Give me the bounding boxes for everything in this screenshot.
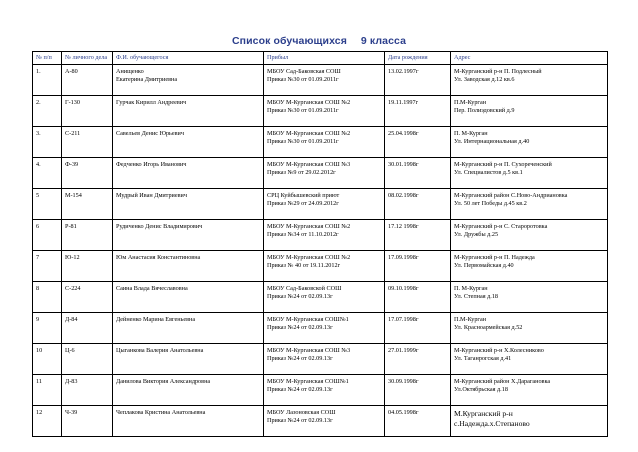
cell-address xyxy=(451,406,608,437)
cell-dob: 08.02.1998г xyxy=(385,189,451,220)
cell-address-line: Ул. Специалистов д.5 кв.1 xyxy=(454,169,523,177)
table-row xyxy=(33,375,608,406)
cell-name-line: Дейненко Марина Евгеньевна xyxy=(116,316,196,323)
cell-arrived xyxy=(264,96,385,127)
cell-arrived-line: Приказ №24 от 02.09.13г xyxy=(267,386,333,394)
cell-address-line: М.Курганский р-н xyxy=(454,409,513,418)
cell-arrived-line: МБОУ М-Курганская СОШ №3 xyxy=(267,347,351,354)
cell-file: Р-81 xyxy=(62,220,113,251)
cell-name xyxy=(113,282,264,313)
table-header-row xyxy=(33,52,608,65)
cell-arrived-line: Приказ №24 от 02.09.13г xyxy=(267,293,333,301)
cell-dob: 17.09.1998г xyxy=(385,251,451,282)
header-arrived: Прибыл xyxy=(264,52,385,65)
cell-arrived xyxy=(264,406,385,437)
cell-name-line: Федченко Игорь Иванович xyxy=(116,161,187,168)
cell-name-line: Саина Влада Вячеславовна xyxy=(116,285,188,292)
header-name: Ф.И. обучающегося xyxy=(113,52,264,65)
cell-address-line: М-Курганский р-н Х.Колесниково xyxy=(454,347,544,354)
cell-file: Ю-12 xyxy=(62,251,113,282)
cell-num: 12 xyxy=(33,406,62,437)
cell-num: 6 xyxy=(33,220,62,251)
cell-arrived-line: МБОУ М-Курганская СОШ№1 xyxy=(267,316,349,323)
cell-name xyxy=(113,406,264,437)
header-dob: Дата рождения xyxy=(385,52,451,65)
students-table xyxy=(32,51,608,437)
cell-file: Г-130 xyxy=(62,96,113,127)
header-num: № п/п xyxy=(33,52,62,65)
cell-num: 11 xyxy=(33,375,62,406)
cell-name-line: Мудрый Иван Дмитриевич xyxy=(116,192,187,199)
cell-address-line: М-Курганский район С.Ново-Андриановка xyxy=(454,192,568,199)
cell-address-line: М-Курганский р-н П. Сухореченский xyxy=(454,161,552,168)
table-row xyxy=(33,282,608,313)
cell-file: С-211 xyxy=(62,127,113,158)
cell-address-line: Ул. Степная д.18 xyxy=(454,293,499,301)
cell-address-line: Ул.Октябрьская д.18 xyxy=(454,386,508,394)
cell-num: 8 xyxy=(33,282,62,313)
cell-address-line: П.М-Курган xyxy=(454,316,487,323)
cell-arrived-line: Приказ №29 от 24.09.2012г xyxy=(267,200,339,208)
cell-arrived-line: Приказ №24 от 02.09.13г xyxy=(267,417,333,425)
cell-arrived-line: МБОУ М-Курганская СОШ №2 xyxy=(267,130,351,137)
cell-num: 2. xyxy=(33,96,62,127)
cell-name-line: Екатерина Дмитриевна xyxy=(116,76,178,84)
cell-address-line: Ул. Дружбы д.25 xyxy=(454,231,499,239)
cell-num: 1. xyxy=(33,65,62,96)
cell-num: 4. xyxy=(33,158,62,189)
cell-arrived-line: МБОУ Сад-Баковская СОШ xyxy=(267,68,341,75)
cell-file: Д-83 xyxy=(62,375,113,406)
table-row xyxy=(33,313,608,344)
table-row xyxy=(33,344,608,375)
header-address: Адрес xyxy=(451,52,608,65)
title-main: Список обучающихся xyxy=(231,35,347,47)
cell-dob: 09.10.1998г xyxy=(385,282,451,313)
cell-address-line: Ул. Таганрогская д.41 xyxy=(454,355,512,363)
cell-file: Д-84 xyxy=(62,313,113,344)
cell-name xyxy=(113,251,264,282)
table-row xyxy=(33,127,608,158)
cell-arrived-line: Приказ №34 от 11.10.2012г xyxy=(267,231,339,239)
cell-address-line: Ул. Заводская д.12 кв.6 xyxy=(454,76,515,84)
cell-arrived xyxy=(264,65,385,96)
cell-num: 10 xyxy=(33,344,62,375)
cell-address xyxy=(451,344,608,375)
table-row xyxy=(33,65,608,96)
cell-dob: 13.02.1997г xyxy=(385,65,451,96)
header-file: № личного дела xyxy=(62,52,113,65)
cell-address xyxy=(451,158,608,189)
cell-address xyxy=(451,96,608,127)
table-row xyxy=(33,406,608,437)
cell-arrived-line: МБОУ М-Курганская СОШ №3 xyxy=(267,161,351,168)
cell-arrived-line: Приказ №24 от 02.09.13г xyxy=(267,324,333,332)
cell-arrived-line: Приказ №30 от 01.09.2011г xyxy=(267,107,339,115)
cell-address-line: М-Курганский р-н С. Староротовка xyxy=(454,223,548,230)
cell-dob: 04.05.1998г xyxy=(385,406,451,437)
table-row xyxy=(33,96,608,127)
title-class: 9 класса xyxy=(360,35,407,47)
cell-file: Ч-39 xyxy=(62,406,113,437)
cell-arrived-line: МБОУ М-Курганская СОШ №2 xyxy=(267,99,351,106)
cell-arrived xyxy=(264,313,385,344)
cell-address xyxy=(451,220,608,251)
cell-address-line: Ул. Интернациональная д.40 xyxy=(454,138,530,146)
cell-address xyxy=(451,313,608,344)
cell-address-line: Ул. Первомайская д.40 xyxy=(454,262,514,270)
cell-arrived xyxy=(264,127,385,158)
cell-arrived-line: МБОУ М-Курганская СОШ№1 xyxy=(267,378,349,385)
cell-arrived-line: МБОУ Лазоновская СОШ xyxy=(267,409,336,416)
cell-name-line: Данилова Виктория Александровна xyxy=(116,378,211,385)
cell-address-line: П.М-Курган xyxy=(454,99,487,106)
cell-file: М-154 xyxy=(62,189,113,220)
cell-num: 3. xyxy=(33,127,62,158)
cell-address-line: с.Надежда.х.Степаново xyxy=(454,419,530,428)
cell-name-line: Анищенко xyxy=(116,68,144,75)
cell-arrived-line: Приказ №30 от 01.09.2011г xyxy=(267,76,339,84)
cell-address xyxy=(451,189,608,220)
cell-address-line: П. М-Курган xyxy=(454,285,488,292)
cell-dob: 25.04.1998г xyxy=(385,127,451,158)
table-row xyxy=(33,189,608,220)
cell-arrived-line: Приказ №24 от 02.09.13г xyxy=(267,355,333,363)
cell-name-line: Рудиченко Денис Владимирович xyxy=(116,223,203,230)
cell-arrived xyxy=(264,220,385,251)
cell-name xyxy=(113,189,264,220)
cell-arrived xyxy=(264,282,385,313)
cell-name xyxy=(113,220,264,251)
cell-name-line: Гурчак Кирилл Андреевич xyxy=(116,99,187,106)
cell-arrived xyxy=(264,375,385,406)
cell-arrived-line: МБОУ М-Курганская СОШ №2 xyxy=(267,254,351,261)
cell-name xyxy=(113,375,264,406)
cell-address-line: Пер. Полиэдовский д.9 xyxy=(454,107,515,115)
cell-file: Ц-6 xyxy=(62,344,113,375)
cell-address-line: М-Курганский район Х.Дарагановка xyxy=(454,378,551,385)
cell-file: А-80 xyxy=(62,65,113,96)
cell-address xyxy=(451,127,608,158)
cell-address xyxy=(451,251,608,282)
cell-address xyxy=(451,375,608,406)
cell-name-line: Чеплакова Кристина Анатольевна xyxy=(116,409,206,416)
cell-num: 5 xyxy=(33,189,62,220)
cell-name-line: Юм Анастасия Константиновна xyxy=(116,254,201,261)
table-row xyxy=(33,251,608,282)
cell-num: 9 xyxy=(33,313,62,344)
cell-arrived xyxy=(264,344,385,375)
document-title xyxy=(0,35,638,47)
cell-dob: 27.01.1999г xyxy=(385,344,451,375)
cell-file: С-224 xyxy=(62,282,113,313)
cell-dob: 17.07.1998г xyxy=(385,313,451,344)
table-row xyxy=(33,220,608,251)
cell-num: 7 xyxy=(33,251,62,282)
cell-arrived-line: МБОУ М-Курганская СОШ №2 xyxy=(267,223,351,230)
cell-address-line: М-Курганский р-н П. Подлесный xyxy=(454,68,542,75)
cell-name xyxy=(113,313,264,344)
cell-address-line: Ул. Красноармейская д.52 xyxy=(454,324,523,332)
cell-dob: 17.12 1998г xyxy=(385,220,451,251)
cell-arrived xyxy=(264,189,385,220)
cell-dob: 30.09.1998г xyxy=(385,375,451,406)
cell-address xyxy=(451,65,608,96)
cell-arrived-line: Приказ №30 от 01.09.2011г xyxy=(267,138,339,146)
cell-arrived xyxy=(264,158,385,189)
cell-address-line: П. М-Курган xyxy=(454,130,488,137)
cell-address-line: М-Курганский р-н П. Надежда xyxy=(454,254,535,261)
table-row xyxy=(33,158,608,189)
cell-dob: 30.01.1998г xyxy=(385,158,451,189)
cell-name xyxy=(113,158,264,189)
cell-address xyxy=(451,282,608,313)
cell-arrived xyxy=(264,251,385,282)
cell-arrived-line: СРЦ Куйбышевский приют xyxy=(267,192,340,199)
cell-arrived-line: Приказ № 40 от 19.11.2012г xyxy=(267,262,341,270)
cell-name-line: Савельев Денис Юрьевич xyxy=(116,130,184,137)
cell-name-line: Цыганкова Валерия Анатольевна xyxy=(116,347,204,354)
cell-arrived-line: МБОУ Сад-Баковской СОШ xyxy=(267,285,342,292)
cell-name xyxy=(113,127,264,158)
cell-name xyxy=(113,65,264,96)
cell-address-line: Ул. 50 лет Победы д.45 кв.2 xyxy=(454,200,527,208)
cell-dob: 19.11.1997г xyxy=(385,96,451,127)
cell-file: Ф-39 xyxy=(62,158,113,189)
cell-arrived-line: Приказ №9 от 29.02.2012г xyxy=(267,169,336,177)
cell-name xyxy=(113,344,264,375)
cell-name xyxy=(113,96,264,127)
